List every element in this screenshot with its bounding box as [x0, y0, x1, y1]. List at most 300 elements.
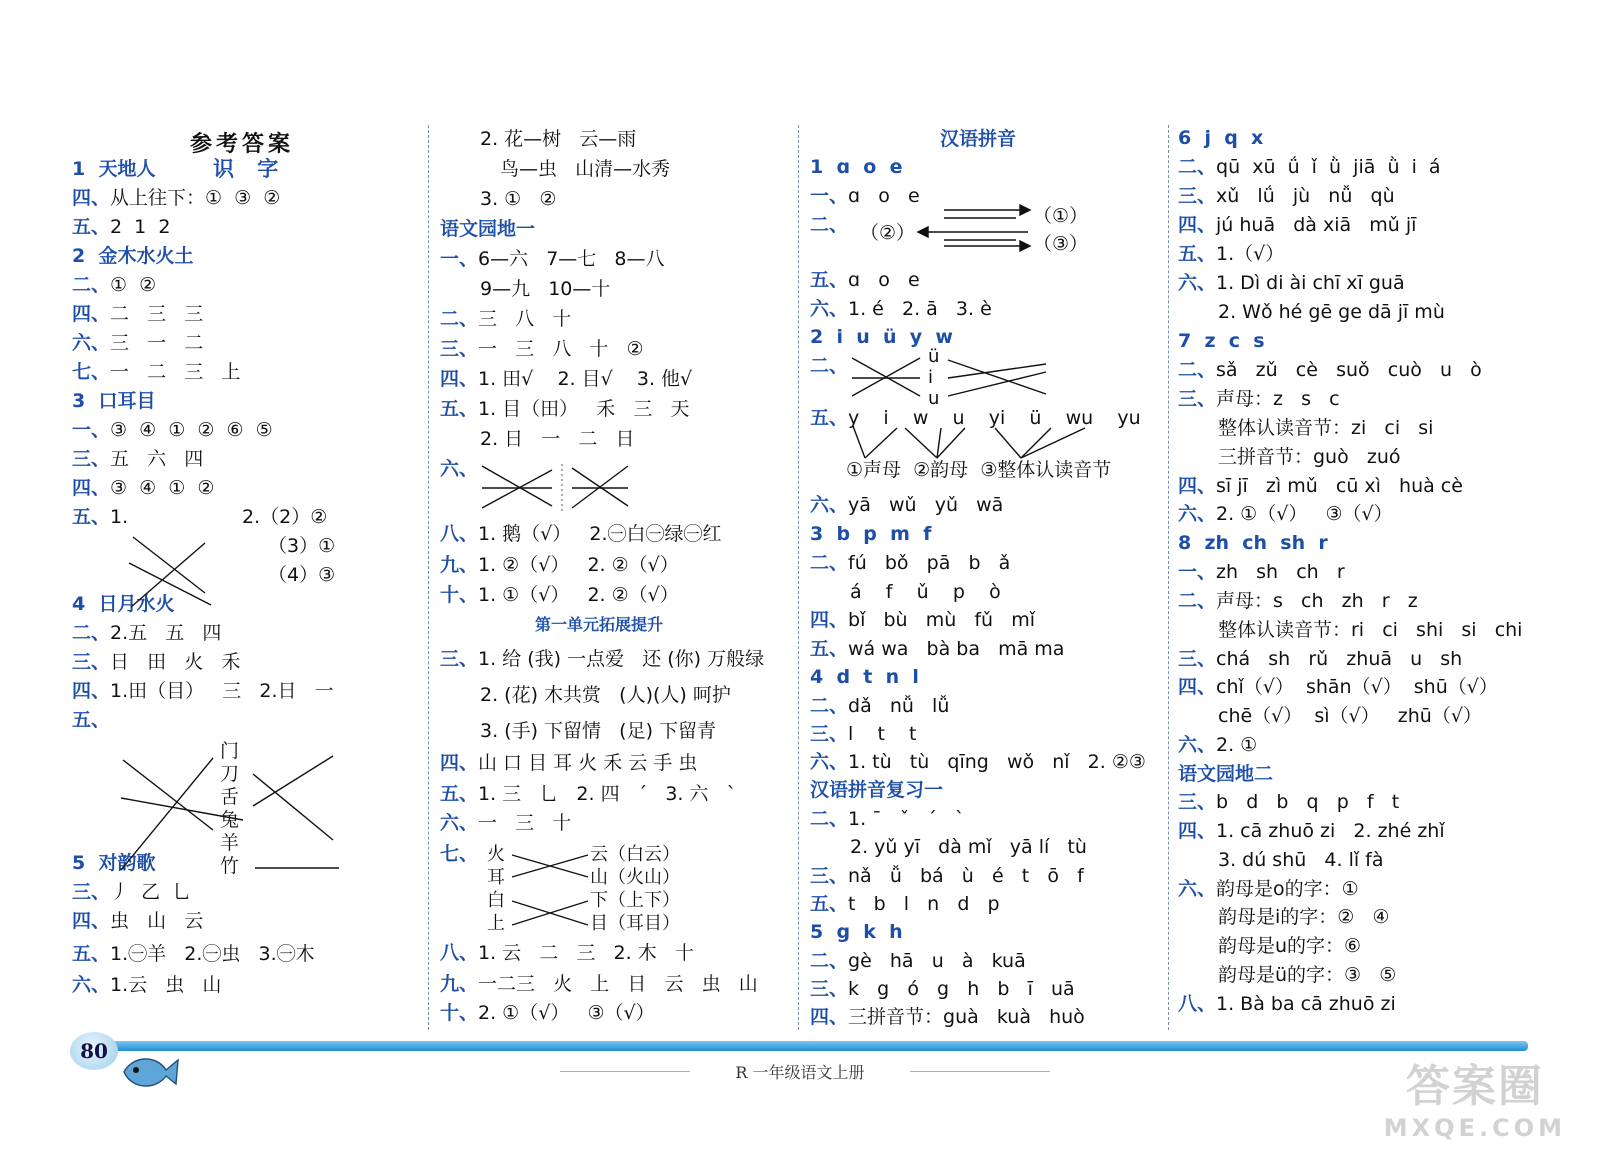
fish-icon [118, 1050, 180, 1096]
match-item: 火 [487, 844, 505, 865]
question-label: 五、 [810, 407, 849, 429]
character-item: 竹 [220, 855, 240, 877]
question-label: 二、 [810, 214, 849, 236]
question-label: 七、 [72, 361, 111, 383]
lesson-title: 天地人 [98, 158, 156, 180]
answer-text: zh sh ch r [1216, 561, 1345, 583]
answer-text: 一 二 三 上 [110, 361, 241, 383]
answer-line [268, 532, 335, 560]
answer-text: 3. dú shū 4. lǐ fà [1218, 849, 1384, 871]
answer-line [440, 520, 722, 548]
answer-line [440, 455, 478, 483]
question-label: 四、 [72, 303, 111, 325]
question-label: 二、 [1178, 590, 1217, 612]
section-heading: 语文园地一 [440, 218, 536, 240]
answer-line [480, 681, 731, 709]
question-label: 五、 [810, 638, 849, 660]
question-label: 五、 [440, 398, 479, 420]
answer-text: （3）① [268, 535, 336, 557]
answer-text: qū xū ǘ ǐ ǜ jiā ǜ i á [1216, 156, 1441, 178]
question-label: 二、 [1178, 359, 1217, 381]
answer-line [72, 503, 128, 531]
answer-line [810, 606, 1035, 634]
question-label: 六、 [810, 298, 849, 320]
answer-text: fú bǒ pā b ǎ [848, 552, 1011, 574]
answer-line [810, 266, 920, 294]
question-label: 一、 [440, 248, 479, 270]
question-label: 六、 [1178, 272, 1217, 294]
answer-text: 9—九 10—十 [480, 278, 611, 300]
question-label: 二、 [72, 274, 111, 296]
answer-line [810, 947, 1026, 975]
answer-text: 三 八 十 [478, 308, 572, 330]
answer-text: 1. 田√ 2. 目√ 3. 他√ [478, 368, 693, 390]
question-label: 五、 [810, 893, 849, 915]
answer-text: chǐ（√） shān（√） shū（√） [1216, 676, 1498, 698]
character-item: 刀 [220, 763, 240, 785]
answer-line [1218, 903, 1389, 931]
question-label: 三、 [72, 881, 111, 903]
bracket-answer: （①） [1033, 205, 1089, 227]
answer-text: xǔ lǘ jù nǚ qù [1216, 185, 1395, 207]
answer-line [480, 717, 716, 745]
question-label: 四、 [440, 368, 479, 390]
answer-line [72, 940, 315, 968]
answer-text: nǎ ǚ bá ù é t ō f [848, 865, 1084, 887]
answer-text: 1. 目（田） 禾 三 天 [478, 398, 690, 420]
answer-line [440, 551, 679, 579]
question-label: 二、 [72, 622, 111, 644]
question-label: 三、 [440, 338, 479, 360]
answer-text: 日 田 火 禾 [110, 651, 241, 673]
answer-line [1178, 240, 1284, 268]
match-item: 云（白云） [590, 844, 680, 865]
answer-line [1218, 932, 1361, 960]
answer-line [850, 578, 1001, 606]
question-label: 四、 [72, 187, 111, 209]
answer-line [72, 213, 170, 241]
match-item: 耳 [487, 867, 505, 888]
answer-line [1218, 414, 1433, 442]
answer-line [440, 245, 665, 273]
answer-text: ③ ④ ① ② [110, 477, 215, 499]
answer-line [480, 425, 635, 453]
question-label: 三、 [810, 978, 849, 1000]
question-label: 四、 [72, 477, 111, 499]
answer-text: 1.云 虫 山 [110, 974, 222, 996]
answer-line [480, 125, 636, 153]
lesson-title: 对韵歌 [98, 852, 156, 874]
match-item: 白 [487, 890, 505, 911]
answer-text: 声母：s ch zh r z [1216, 590, 1418, 612]
answer-line [810, 549, 1010, 577]
answer-line [810, 153, 902, 181]
question-label: 五、 [440, 783, 479, 805]
section-title: 识 字 [213, 157, 287, 181]
answer-line [810, 211, 848, 239]
lesson-title: 日月水火 [98, 593, 175, 615]
match-right-list [590, 843, 680, 935]
answer-line [440, 780, 736, 808]
question-label: 四、 [810, 1006, 849, 1028]
answer-text: 2. (花) 木共赏 (人)(人) 呵护 [480, 684, 731, 706]
answer-text: 2. ① [1216, 734, 1258, 756]
question-label: 4 [810, 666, 837, 688]
answer-text: t b l n d p [848, 893, 1000, 915]
matching-lines-char [115, 740, 345, 880]
answer-line [1178, 817, 1445, 845]
answer-text: 2. ①（√） ③（√） [1216, 503, 1393, 525]
answer-text: 1. 给 (我) 一点爱 还 (你) 万般绿 [478, 648, 765, 670]
question-label: 三、 [1178, 791, 1217, 813]
question-label: 1 [72, 158, 99, 180]
question-label: 四、 [72, 680, 111, 702]
answer-text: 从上往下：① ③ ② [110, 187, 281, 209]
answer-line [1178, 645, 1462, 673]
question-label: 三、 [72, 651, 111, 673]
answer-text: y i w u yi ü wu yu [848, 407, 1141, 429]
answer-text: 二 三 三 [110, 303, 204, 325]
answer-text: 1. cā zhuō zi 2. zhé zhǐ [1216, 820, 1445, 842]
answer-text: 整体认读音节：zi ci si [1218, 417, 1434, 439]
question-label: 二、 [810, 695, 849, 717]
question-label: 六、 [1178, 878, 1217, 900]
watermark: 答案圈 MXQE.COM [1383, 1061, 1566, 1142]
lesson-title: zh ch sh r [1204, 532, 1328, 554]
answer-text: chē（√） sì（√） zhū（√） [1218, 705, 1482, 727]
answer-text: 2. Wǒ hé gē ge dā jī mù [1218, 301, 1445, 323]
answer-line [810, 720, 917, 748]
answer-line [1178, 673, 1498, 701]
answer-line [810, 352, 848, 380]
match-item: 山（火山） [590, 867, 680, 888]
answer-text: k g ó g h b ī uā [848, 978, 1075, 1000]
answer-text: ① ② [110, 274, 157, 296]
question-label: 三、 [810, 865, 849, 887]
answer-line [810, 692, 949, 720]
answer-text: ɑ o e [848, 185, 920, 207]
question-label: 4 [72, 593, 99, 615]
crossing-lines-q6 [480, 462, 630, 514]
answer-line [810, 890, 1000, 918]
classification-lines [845, 424, 1145, 464]
question-label: 二、 [1178, 156, 1217, 178]
lesson-title: j q x [1204, 127, 1264, 149]
answer-text: 1. [110, 506, 129, 528]
question-label: 六、 [1178, 734, 1217, 756]
answer-text: ①声母 ②韵母 ③整体认读音节 [846, 459, 1112, 481]
answer-line [810, 1003, 1085, 1031]
answer-text: ɑ o e [848, 269, 920, 291]
question-label: 3 [72, 390, 99, 412]
question-label: 八、 [1178, 993, 1217, 1015]
answer-line [72, 619, 221, 647]
pinyin-item: i [928, 367, 934, 388]
question-label: 一、 [1178, 561, 1217, 583]
section-heading: 汉语拼音复习一 [810, 779, 944, 801]
question-label: 二、 [440, 308, 479, 330]
question-label: 二、 [810, 552, 849, 574]
answer-line [440, 970, 758, 998]
answer-text: 1. 三 乚 2. 四 ˊ 3. 六 ˋ [478, 783, 737, 805]
answer-text: 1.（√） [1216, 243, 1285, 265]
match-item: 目（耳目） [590, 913, 680, 934]
answer-line [480, 275, 610, 303]
answer-text: 韵母是i的字：② ④ [1218, 906, 1390, 928]
answer-line [1178, 124, 1263, 152]
bracket-answers-right [1033, 202, 1088, 258]
question-label: 十、 [440, 584, 479, 606]
match-item: 上 [487, 913, 505, 934]
answer-line [440, 645, 764, 673]
question-label: 2 [72, 245, 99, 267]
question-label: 8 [1178, 532, 1205, 554]
question-label: 五、 [72, 506, 111, 528]
answer-line [440, 749, 697, 777]
character-item: 兔 [220, 809, 240, 831]
answer-text: chá sh rǔ zhuā u sh [1216, 648, 1463, 670]
answer-line [440, 809, 571, 837]
question-label: 六、 [1178, 503, 1217, 525]
answer-line [1178, 182, 1395, 210]
subsection-title: 第一单元拓展提升 [535, 615, 664, 634]
answer-line [1178, 558, 1345, 586]
answer-text: 1. 云 二 三 2. 木 十 [478, 942, 694, 964]
answer-text: 三拼音节：guà kuà huò [848, 1006, 1085, 1028]
section-heading: 语文园地二 [1178, 763, 1274, 785]
question-label: 一、 [810, 185, 849, 207]
answer-line [440, 581, 679, 609]
answer-text: 3. ① ② [480, 188, 557, 210]
question-label: 九、 [440, 554, 479, 576]
answer-line [440, 840, 478, 868]
question-label: 六、 [810, 494, 849, 516]
answer-line [440, 365, 692, 393]
lesson-title: 口耳目 [98, 390, 156, 412]
question-label: 一、 [72, 419, 111, 441]
question-label: 八、 [440, 523, 479, 545]
answer-line [1178, 211, 1416, 239]
answer-line [810, 805, 965, 833]
answer-text: 1.㊀羊 2.㊀虫 3.㊀木 [110, 943, 315, 965]
question-label: 七、 [440, 843, 479, 865]
question-label: 八、 [440, 942, 479, 964]
answer-text: 一二三 火 上 日 云 虫 山 [478, 973, 758, 995]
answer-text: 山 口 目 耳 火 禾 云 手 虫 [478, 752, 698, 774]
answer-line [1178, 788, 1399, 816]
question-label: 四、 [1178, 820, 1217, 842]
column-divider [428, 125, 429, 1030]
answer-line [810, 491, 1003, 519]
character-item: 舌 [220, 786, 240, 808]
answer-line [810, 748, 1146, 776]
answer-text: á f ǔ p ò [850, 581, 1001, 603]
answer-line [1178, 731, 1257, 759]
question-label: 六、 [810, 751, 849, 773]
answer-text: wá wa bà ba mā ma [848, 638, 1065, 660]
answer-text: 丿 乙 乚 [110, 881, 192, 903]
question-label: 六、 [72, 974, 111, 996]
answer-line [810, 975, 1075, 1003]
pinyin-item: u [928, 388, 940, 409]
answer-line [1218, 616, 1522, 644]
answer-line [440, 395, 690, 423]
answer-line [440, 335, 644, 363]
answer-line [850, 833, 1087, 861]
question-label: 六、 [440, 458, 479, 480]
question-label: 三、 [1178, 648, 1217, 670]
answer-text: 1. ˉ ˇ ˊ ˋ [848, 808, 965, 830]
question-label: 四、 [810, 609, 849, 631]
question-label: 2 [810, 326, 837, 348]
question-label: 九、 [440, 973, 479, 995]
question-label: 十、 [440, 1002, 479, 1024]
match-left-list [487, 843, 505, 935]
lesson-title: ɑ o e [836, 156, 903, 178]
character-item: 门 [220, 740, 240, 762]
column-divider [1168, 125, 1169, 1030]
answer-line [1178, 529, 1328, 557]
answer-line [72, 387, 155, 415]
question-label: 二、 [810, 808, 849, 830]
question-label: 五、 [72, 943, 111, 965]
question-label: 二、 [810, 355, 849, 377]
answer-text: 2. 日 一 二 日 [480, 428, 635, 450]
lesson-title: z c s [1204, 330, 1265, 352]
answer-line [1178, 500, 1393, 528]
answer-line [72, 184, 280, 212]
answer-line [72, 271, 156, 299]
answer-text: 1. é 2. ā 3. è [848, 298, 992, 320]
answer-text: jú huā dà xiā mǔ jī [1216, 214, 1417, 236]
page-title: 参考答案 [190, 131, 295, 157]
question-label: 五、 [72, 709, 111, 731]
answer-text: 1. Bà ba cā zhuō zi [1216, 993, 1396, 1015]
answer-text: 6—六 7—七 8—八 [478, 248, 665, 270]
answer-line [1178, 875, 1359, 903]
answer-line [440, 939, 694, 967]
answer-line [72, 329, 203, 357]
question-label: 四、 [72, 910, 111, 932]
match-item: 下（上下） [590, 890, 680, 911]
answer-line [72, 706, 110, 734]
question-label: 二、 [810, 950, 849, 972]
answer-text: dǎ nǚ lǚ [848, 695, 950, 717]
answer-text: 三拼音节：guò zuó [1218, 446, 1401, 468]
answer-text: 一 三 十 [478, 812, 572, 834]
book-title: R 一年级语文上册 [735, 1063, 865, 1082]
character-item: 羊 [220, 832, 240, 854]
pinyin-item: ü [928, 346, 940, 367]
answer-line [1178, 153, 1441, 181]
answer-text: 1. ②（√） 2. ②（√） [478, 554, 679, 576]
answer-line [810, 635, 1064, 663]
answer-line [440, 305, 571, 333]
answer-line [72, 971, 221, 999]
question-label: 7 [1178, 330, 1205, 352]
lesson-title: b p m f [836, 523, 932, 545]
answer-line [1178, 356, 1482, 384]
answer-text: l t t [848, 723, 917, 745]
column-divider [798, 125, 799, 1030]
answer-text: sǎ zǔ cè suǒ cuò u ò [1216, 359, 1482, 381]
matching-lines-q7 [508, 843, 598, 935]
question-label: 四、 [1178, 475, 1217, 497]
page-number: 80 [70, 1032, 118, 1070]
answer-text: 整体认读音节：ri ci shi si chi [1218, 619, 1523, 641]
answer-text: 1. ①（√） 2. ②（√） [478, 584, 679, 606]
lesson-title: i u ü y w [836, 326, 953, 348]
answer-text: 1. 鹅（√） 2.㊀白㊀绿㊀红 [478, 523, 722, 545]
answer-line [440, 999, 655, 1027]
answer-text: sī jī zì mǔ cū xì huà cè [1216, 475, 1463, 497]
question-label: 六、 [72, 332, 111, 354]
question-label: 5 [72, 852, 99, 874]
bracket-answer: （③） [1033, 233, 1089, 255]
answer-text: 1.田（目） 三 2.日 一 [110, 680, 334, 702]
question-label: 三、 [440, 648, 479, 670]
answer-text: 虫 山 云 [110, 910, 204, 932]
footer-bar [110, 1041, 1528, 1051]
question-label: 三、 [72, 448, 111, 470]
answer-text: b d b q p f t [1216, 791, 1400, 813]
answer-line [1218, 443, 1401, 471]
question-label: 三、 [1178, 388, 1217, 410]
question-label: 6 [1178, 127, 1205, 149]
answer-line [1178, 327, 1265, 355]
answer-line [72, 416, 273, 444]
question-label: 3 [810, 523, 837, 545]
question-label: 1 [810, 156, 837, 178]
answer-line [1178, 269, 1405, 297]
answer-line [810, 520, 931, 548]
answer-line [1178, 587, 1418, 615]
answer-text: 1. tù tù qīng wǒ nǐ 2. ②③ [848, 751, 1146, 773]
answer-line [72, 648, 240, 676]
answer-line [72, 677, 334, 705]
answer-line [480, 185, 556, 213]
matching-lines-pinyin [850, 350, 1050, 410]
answer-text: 韵母是o的字：① [1216, 878, 1359, 900]
question-label: 四、 [1178, 676, 1217, 698]
question-label: 5 [810, 921, 837, 943]
answer-text: 韵母是ü的字：③ ⑤ [1218, 964, 1397, 986]
answer-line [72, 155, 155, 183]
answer-text: 五 六 四 [110, 448, 204, 470]
section-heading: 汉语拼音 [940, 128, 1017, 150]
answer-line [268, 561, 335, 589]
answer-line [72, 474, 214, 502]
answer-text: 1. Dì di ài chī xī guā [1216, 272, 1405, 294]
question-label: 五、 [810, 269, 849, 291]
question-label: 四、 [440, 752, 479, 774]
answer-text: 声母：z s c [1216, 388, 1340, 410]
lesson-title: g k h [836, 921, 903, 943]
answer-line [1178, 990, 1396, 1018]
answer-text: 2. ①（√） ③（√） [478, 1002, 655, 1024]
answer-line [72, 878, 191, 906]
question-label: 五、 [72, 216, 111, 238]
answer-line [1218, 298, 1445, 326]
answer-line [810, 295, 992, 323]
answer-line [810, 663, 919, 691]
answer-line [810, 918, 903, 946]
answer-line [810, 862, 1084, 890]
lesson-title: 金木水火土 [98, 245, 194, 267]
answer-text: gè hā u à kuā [848, 950, 1026, 972]
answer-line [72, 300, 203, 328]
answer-text: 2 1 2 [110, 216, 171, 238]
